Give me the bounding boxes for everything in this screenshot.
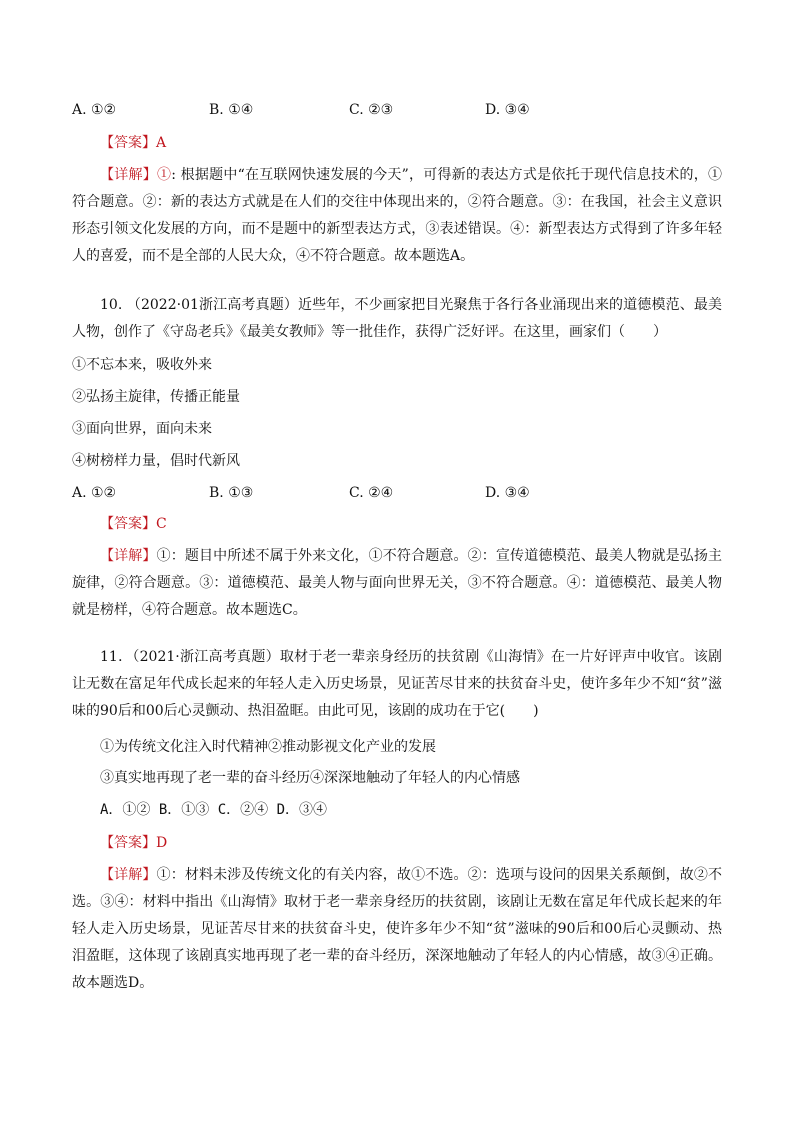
detail-tag: 【详解】 (100, 167, 157, 183)
detail-text: ①：题目中所述不属于外来文化，①不符合题意。②：宣传道德模范、最美人物就是弘扬主旋律，②符合题意。③：道德模范、最美人物与面向世界无关，③不符合题意。④：道德模范、最美人物就是榜样，④符合题意。故本题选C。 (72, 548, 723, 618)
q9-option-a: A. ①② (72, 102, 117, 118)
q10-item-4: ④树榜样力量，倡时代新风 (72, 453, 240, 469)
detail-tag: 【详解】 (100, 867, 157, 883)
answer-tag: 【答案】 (100, 135, 156, 151)
detail-first-marker: ① (156, 167, 172, 183)
q10-item-2: ②弘扬主旋律，传播正能量 (72, 389, 240, 405)
q10-option-d: D. ③④ (485, 485, 530, 501)
detail-text: ①：材料未涉及传统文化的有关内容，故①不选。②：选项与设问的因果关系颠倒，故②不选。③④：材料中指出《山海情》取材于老一辈亲身经历的扶贫剧，该剧让无数在富足年代成长起来的年轻人走入历史场景，见证苦尽甘来的扶贫奋斗史，使许多年少不知“贫”滋味的90后和00后心灵颤动、热泪盈眶，这体现了该剧真实地再现了老一辈的奋斗经历，深深地触动了年轻人的内心情感，故③④正确。故本题选D。 (72, 867, 723, 991)
q10-answer (100, 514, 167, 534)
answer-value: A (156, 135, 167, 151)
q9-option-c: C. ②③ (349, 102, 394, 118)
detail-tag: 【详解】 (100, 548, 157, 564)
q10-item-3: ③面向世界，面向未来 (72, 421, 212, 437)
q9-option-b: B. ①④ (209, 102, 254, 118)
q10-option-c: C. ②④ (349, 485, 394, 501)
q9-detail (72, 162, 722, 270)
q10-stem: 10. （2022·01浙江高考真题）近些年，不少画家把目光聚焦于各行各业涌现出来的道德模范、最美人物，创作了《守岛老兵》《最美女教师》等一批佳作，获得广泛好评。在这里，画家们（ ） (72, 297, 722, 340)
answer-value: D (156, 835, 168, 851)
answer-tag: 【答案】 (100, 516, 156, 532)
q11-options: A．①② B．①③ C．②④ D．③④ (100, 802, 328, 818)
q11-answer (100, 833, 167, 853)
q11-stem: 11．（2021·浙江高考真题）取材于老一辈亲身经历的扶贫剧《山海情》在一片好评声中收官。该剧让无数在富足年代成长起来的年轻人走入历史场景，见证苦尽甘来的扶贫奋斗史，使许多年少不知“贫”滋味的90后和00后心灵颤动、热泪盈眶。由此可见，该剧的成功在于它( ) (72, 649, 722, 719)
q9-answer (100, 133, 166, 153)
q9-option-d: D. ③④ (485, 102, 530, 118)
answer-value: C (156, 516, 167, 532)
q10-option-b: B. ①③ (209, 485, 254, 501)
q11-detail (72, 862, 722, 997)
q11-items-1: ①为传统文化注入时代精神②推动影视文化产业的发展 (100, 739, 436, 755)
q11-items-2: ③真实地再现了老一辈的奋斗经历④深深地触动了年轻人的内心情感 (100, 770, 520, 786)
q10-detail (72, 543, 722, 624)
q10-item-1: ①不忘本来，吸收外来 (72, 357, 212, 373)
answer-tag: 【答案】 (100, 835, 156, 851)
q10-option-a: A. ①② (72, 485, 117, 501)
detail-text: : 根据题中“在互联网快速发展的今天”，可得新的表达方式是依托于现代信息技术的，①符合题意。②：新的表达方式就是在人们的交往中体现出来的，②符合题意。③：在我国，社会主义意识形态引领文化发展的方向，而不是题中的新型表达方式，③表述错误。④：新型表达方式得到了许多年轻人的喜爱，而不是全部的人民大众，④不符合题意。故本题选A。 (72, 167, 723, 264)
